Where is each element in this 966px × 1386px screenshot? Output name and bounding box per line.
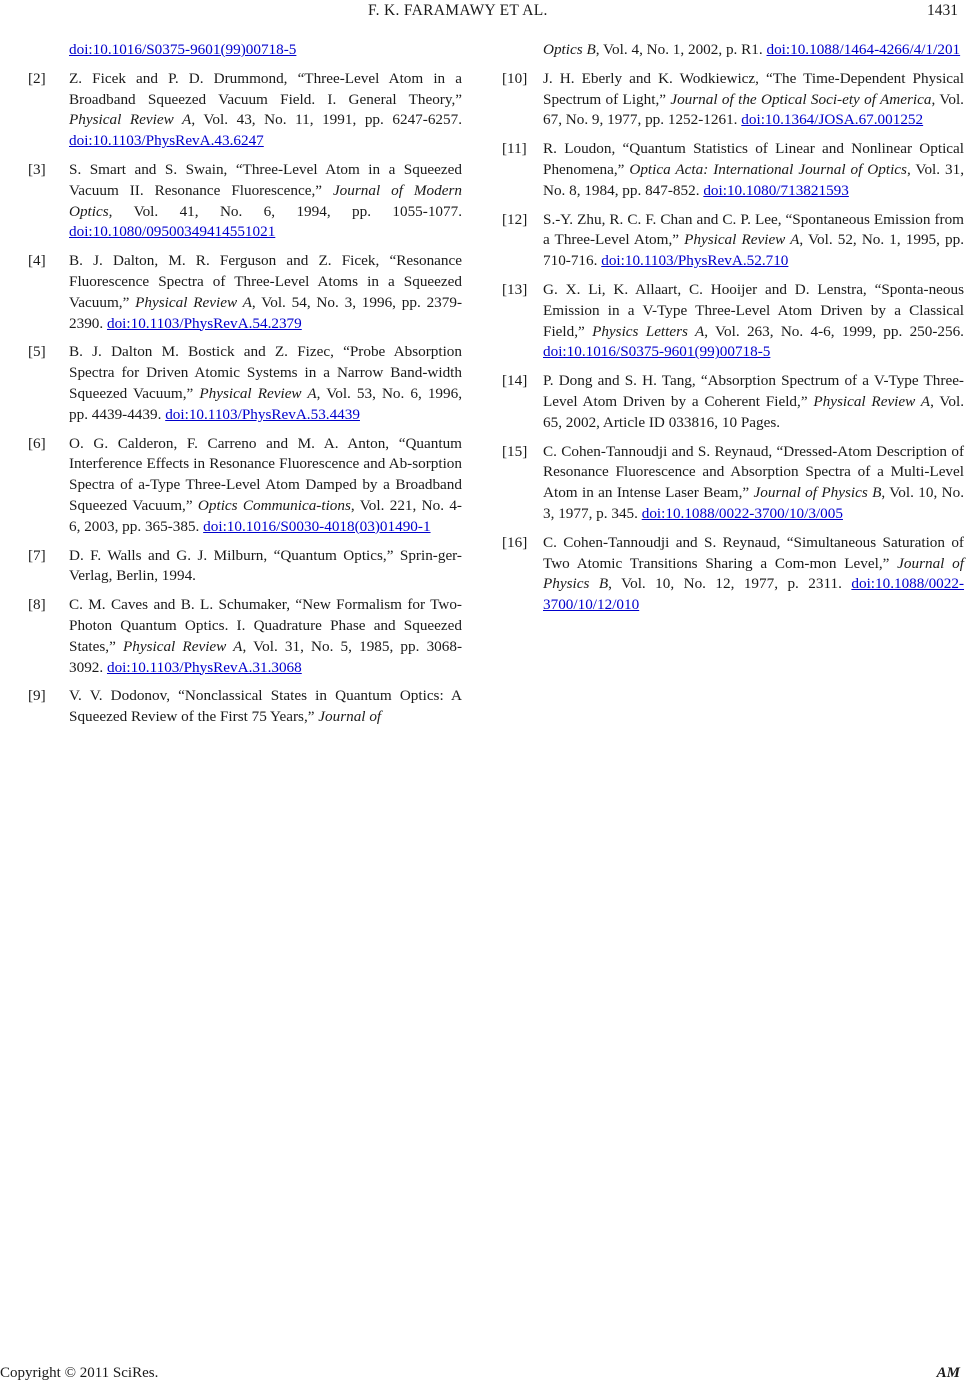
reference-item (28, 69, 462, 152)
ref-details: , Vol. 54, No. 3, 1996, pp. 2379-2390. (69, 293, 462, 332)
ref-number: [12] (502, 210, 528, 228)
reference-item (502, 210, 964, 272)
ref-text (69, 342, 462, 425)
ref-citation: C. M. Caves and B. L. Schumaker, “New Formalism for Two-Photon Quantum Optics. I. Quadrature Phase and Squeezed States,” (69, 596, 462, 655)
ref-number: [4] (28, 252, 46, 270)
right-column (502, 40, 964, 624)
reference-item (502, 69, 964, 131)
ref-citation: B. J. Dalton M. Bostick and Z. Fizec, “Probe Absorption Spectra for Driven Atomic Systems in a Narrow Band-width Squeezed Vacuum,” (69, 343, 462, 402)
ref-text (69, 251, 462, 334)
reference-list (28, 69, 462, 728)
ref-journal: Journal of (318, 708, 382, 726)
journal-abbrev: AM (936, 1365, 960, 1381)
ref-journal: Physical Review A (122, 637, 243, 655)
ref-text (69, 434, 462, 538)
reference-item (28, 160, 462, 243)
ref-number: [6] (28, 434, 46, 452)
reference-item (28, 251, 462, 334)
ref-details: , Vol. 4, No. 1, 2002, p. R1. (595, 41, 767, 58)
reference-item (28, 434, 462, 538)
reference-list (502, 69, 964, 616)
ref-doi-link[interactable]: doi:10.1016/S0030-4018(03)01490-1 (203, 517, 431, 535)
ref-journal: Journal of Modern Optics (69, 181, 462, 220)
page-footer (0, 1362, 966, 1386)
ref-citation: O. G. Calderon, F. Carreno and M. A. Anton, “Quantum Interference Effects in Resonance Fluorescence and Ab-sorption Spectra of a-Type Three-Level Atom Damped by a Broadband Squeezed Vacuum,” (69, 434, 462, 514)
reference-item (502, 139, 964, 201)
ref-doi-link[interactable]: doi:10.1016/S0375-9601(99)00718-5 (69, 41, 297, 58)
ref-citation: C. Cohen-Tannoudji and S. Reynaud, “Dressed-Atom Description of Resonance Fluorescence and Absorption Spectra of a Multi-Level Atom in an Intense Laser Beam,” (543, 442, 964, 502)
ref-details: , Vol. 65, 2002, Article ID 033816, 10 Pages. (543, 392, 964, 431)
ref-text (543, 280, 964, 363)
running-head: F. K. FARAMAWY ET AL. (368, 2, 548, 19)
ref-journal: Physical Review A (199, 384, 317, 402)
reference-item (502, 533, 964, 616)
ref-journal: Physical Review A (813, 392, 931, 410)
reference-item (28, 342, 462, 425)
ref-doi-link[interactable]: doi:10.1016/S0375-9601(99)00718-5 (543, 343, 771, 361)
ref-citation: Z. Ficek and P. D. Drummond, “Three-Level Atom in a Broadband Squeezed Vacuum Field. I. General Theory,” (69, 69, 462, 108)
ref-doi-link[interactable]: doi:10.1103/PhysRevA.54.2379 (106, 314, 302, 332)
page-header (0, 0, 966, 28)
ref-number: [16] (502, 533, 528, 551)
ref-number: [10] (502, 69, 528, 87)
ref-doi-link[interactable]: doi:10.1103/PhysRevA.53.4439 (165, 405, 360, 423)
reference-item (502, 371, 964, 433)
ref-doi-link[interactable]: doi:10.1088/0022-3700/10/12/010 (543, 575, 965, 614)
reference-item (28, 546, 462, 588)
ref-doi-link[interactable]: doi:10.1088/1464-4266/4/1/201 (766, 41, 961, 58)
ref-text (69, 69, 462, 152)
ref-journal: Optics Communica-tions (197, 496, 351, 514)
ref-citation: R. Loudon, “Quantum Statistics of Linear and Nonlinear Optical Phenomena,” (543, 140, 964, 178)
reference-item (28, 686, 462, 728)
ref-journal: Journal of Physics B (753, 484, 882, 502)
reference-item (502, 280, 964, 363)
ref-doi-link[interactable]: doi:10.1103/PhysRevA.52.710 (601, 252, 789, 270)
ref-details: , Vol. 52, No. 1, 1995, pp. 710-716. (543, 231, 964, 270)
ref-doi-link[interactable]: doi:10.1080/09500349414551021 (69, 223, 276, 241)
ref-citation: S. Smart and S. Swain, “Three-Level Atom in a Squeezed Vacuum II. Resonance Fluorescence,” (69, 160, 462, 199)
ref-continuation (502, 40, 964, 61)
ref-journal: Optica Acta: International Journal of Optics (629, 160, 907, 178)
ref-text (543, 442, 964, 525)
ref-text (543, 139, 964, 201)
ref-continuation (28, 40, 462, 61)
ref-details: , Vol. 10, No. 12, 1977, p. 2311. (608, 575, 852, 593)
ref-number: [3] (28, 160, 46, 178)
ref-number: [14] (502, 372, 528, 390)
reference-item (28, 595, 462, 678)
ref-citation: B. J. Dalton, M. R. Ferguson and Z. Ficek, “Resonance Fluorescence Spectra of Three-Level Atoms in a Squeezed Vacuum,” (69, 252, 462, 311)
ref-citation: G. X. Li, K. Allaart, C. Hooijer and D. Lenstra, “Sponta-neous Emission in a V-Type Three-Level Atom Driven by a Classical Field,” (543, 280, 964, 340)
ref-details: , Vol. 10, No. 3, 1977, p. 345. (543, 484, 965, 522)
ref-text (69, 160, 462, 243)
ref-details: , Vol. 53, No. 6, 1996, pp. 4439-4439. (69, 384, 462, 423)
ref-journal: Physical Review A (684, 231, 800, 249)
ref-doi-link[interactable]: doi:10.1103/PhysRevA.31.3068 (106, 658, 302, 676)
ref-citation: D. F. Walls and G. J. Milburn, “Quantum Optics,” Sprin-ger-Verlag, Berlin, 1994. (69, 546, 462, 585)
ref-doi-link[interactable]: doi:10.1088/0022-3700/10/3/005 (641, 504, 843, 522)
ref-number: [13] (502, 280, 528, 298)
ref-citation: P. Dong and S. H. Tang, “Absorption Spectrum of a V-Type Three-Level Atom Driven by a Coherent Field,” (543, 372, 964, 410)
page-number: 1431 (927, 2, 958, 19)
ref-journal: Optics B (543, 41, 596, 58)
ref-journal: Journal of Physics B (543, 554, 964, 593)
ref-text (69, 595, 462, 678)
ref-number: [9] (28, 687, 46, 705)
ref-doi-link[interactable]: doi:10.1080/713821593 (703, 181, 849, 199)
ref-number: [8] (28, 596, 46, 614)
ref-number: [5] (28, 343, 46, 361)
copyright-notice: Copyright © 2011 SciRes. (0, 1365, 159, 1381)
ref-citation: C. Cohen-Tannoudji and S. Reynaud, “Simultaneous Saturation of Two Atomic Transitions Sharing a Com-mon Level,” (543, 533, 964, 572)
ref-details: , Vol. 31, No. 8, 1984, pp. 847-852. (543, 160, 964, 199)
ref-journal: Physical Review A (135, 293, 252, 311)
ref-number: [15] (502, 442, 528, 460)
ref-text (543, 210, 964, 272)
ref-citation: J. H. Eberly and K. Wodkiewicz, “The Time-Dependent Physical Spectrum of Light,” (543, 69, 964, 108)
ref-number: [7] (28, 546, 46, 564)
ref-journal: Journal of the Optical Soci-ety of America (670, 90, 932, 108)
ref-details: , Vol. 41, No. 6, 1994, pp. 1055-1077. (108, 202, 462, 220)
left-column (28, 40, 462, 736)
ref-citation: V. V. Dodonov, “Nonclassical States in Quantum Optics: A Squeezed Review of the First 75 Years,” (69, 687, 462, 726)
ref-text (543, 533, 964, 616)
ref-details: , Vol. 263, No. 4-6, 1999, pp. 250-256. (704, 322, 964, 340)
ref-journal: Physical Review A (69, 111, 192, 129)
ref-doi-link[interactable]: doi:10.1364/JOSA.67.001252 (741, 111, 924, 129)
ref-details: , Vol. 221, No. 4-6, 2003, pp. 365-385. (69, 496, 462, 535)
reference-item (502, 442, 964, 525)
ref-details: , Vol. 31, No. 5, 1985, pp. 3068-3092. (69, 637, 462, 676)
ref-details: , Vol. 67, No. 9, 1977, pp. 1252-1261. (543, 90, 964, 129)
ref-journal: Physics Letters A (592, 322, 705, 340)
ref-text (69, 546, 462, 588)
ref-text (543, 371, 964, 433)
ref-text (69, 686, 462, 728)
ref-doi-link[interactable]: doi:10.1103/PhysRevA.43.6247 (69, 132, 264, 150)
ref-citation: S.-Y. Zhu, R. C. F. Chan and C. P. Lee, “Spontaneous Emission from a Three-Level Atom,” (543, 210, 964, 249)
ref-number: [2] (28, 69, 46, 87)
ref-details: , Vol. 43, No. 11, 1991, pp. 6247-6257. (191, 111, 462, 129)
ref-text (543, 69, 964, 131)
ref-number: [11] (502, 140, 527, 158)
